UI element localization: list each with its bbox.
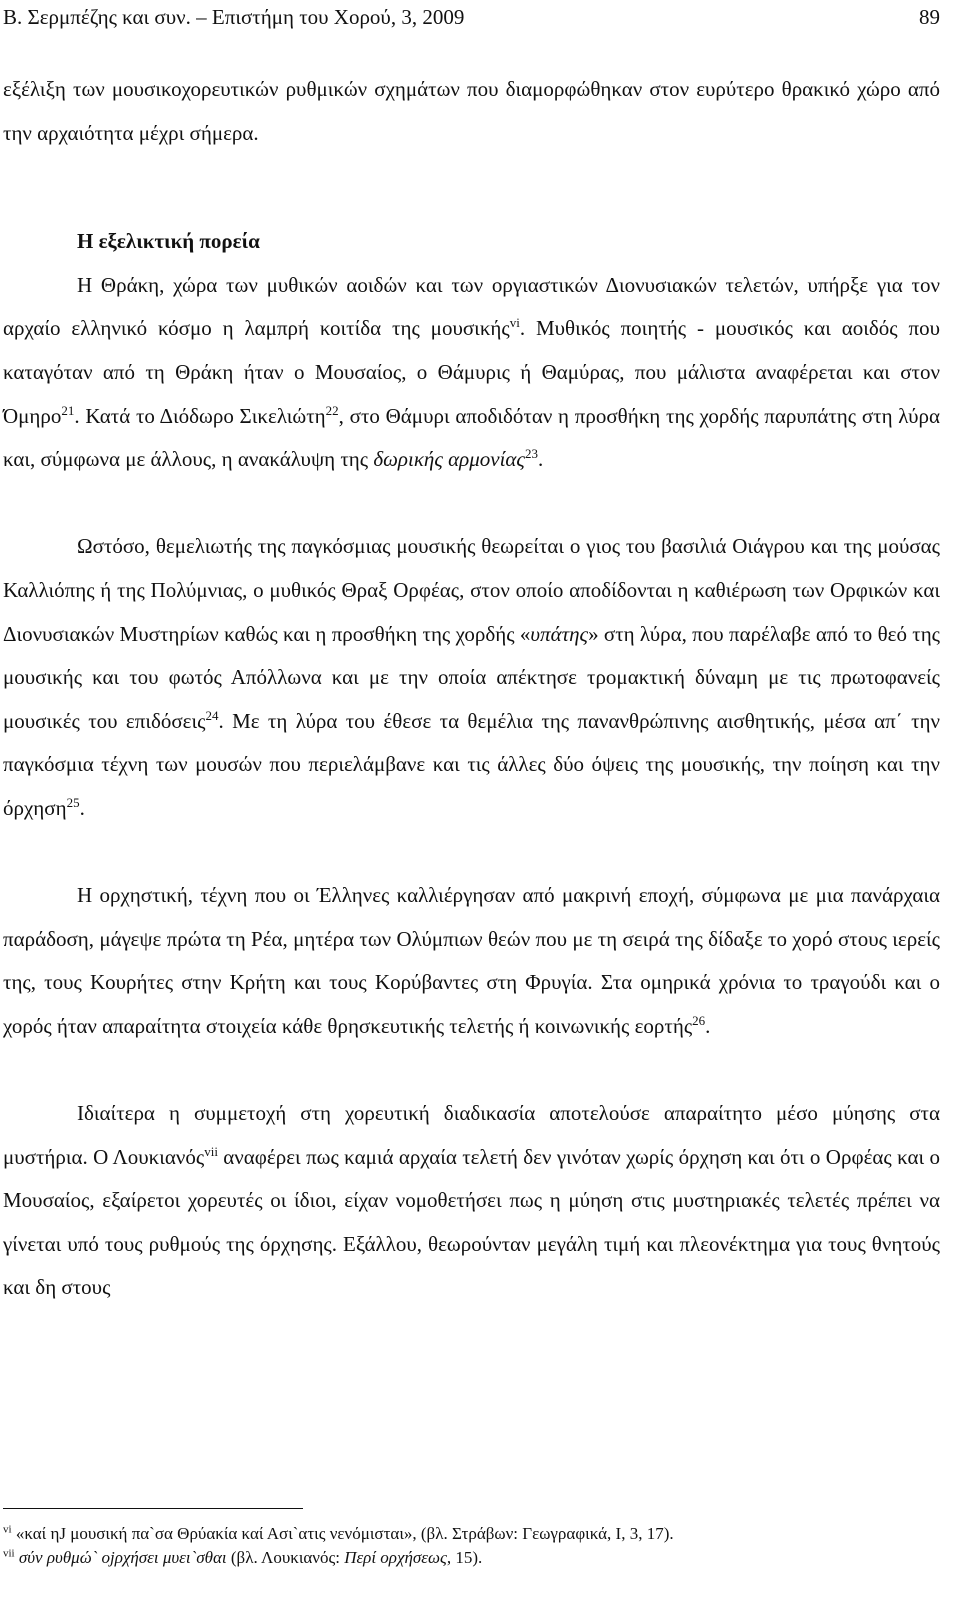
- paragraph-thrace: [3, 264, 940, 482]
- footnote-text: «καί ηJ μουσική πα`σα Θρύακία καί Ασι`ατις νενόμισται», (βλ. Στράβων: Γεωγραφικά, Ι, 3, 17).: [11, 1524, 674, 1543]
- running-title: Β. Σερμπέζης και συν. – Επιστήμη του Χορού, 3, 2009: [3, 5, 465, 29]
- text-run: » στη λύρα, που παρέλαβε από το θεό της μουσικής και του φωτός Απόλλωνα και με την οποία απέκτησε τρομακτική δύναμη με τις πρωτοφανείς μουσικές του επιδόσεις: [3, 621, 940, 733]
- footnote-separator: [3, 1508, 303, 1509]
- endnote-ref-vi: vi: [509, 315, 520, 331]
- footnote-work-title: Περί ορχήσεως: [344, 1548, 447, 1567]
- text-run: Η Θράκη, χώρα των μυθικών αοιδών και των οργιαστικών Διονυσιακών τελετών, υπήρξε για τον αρχαίο ελληνικό κόσμο η λαμπρή κοιτίδα της μουσικής: [3, 272, 940, 341]
- page-number: 89: [919, 5, 940, 29]
- text-run: . Μυθικός ποιητής - μουσικός και αοιδός που καταγόταν από τη Θράκη ήταν ο Μουσαίος, ο Θάμυρις ή Θαμύρας, που μάλιστα αναφέρεται και στον Όμηρο: [3, 316, 940, 428]
- text-run: αναφέρει πως καμιά αρχαία τελετή δεν γινόταν χωρίς όρχηση και ότι ο Ορφέας και ο Μουσαίος, εξαίρετοι χορευτές οι ίδιοι, είχαν νομοθετήσει πως η μύηση στις μυστηριακές τελετές πρέπει να γίνεται υπό τους ρυθμούς της όρχησης. Εξάλλου, θεωρούνταν μεγάλη τιμή και πλεονέκτημα για τους θνητούς και δη στους: [3, 1144, 940, 1300]
- text-run: . Με τη λύρα του έθεσε τα θεμέλια της πανανθρώπινης αισθητικής, μέσα απ΄ την παγκόσμια τέχνη των μουσών που περιελάμβανε και τις άλλες δύο όψεις της μουσικής, την ποίηση και την όρχηση: [3, 708, 940, 820]
- section-heading: Η εξελικτική πορεία: [77, 229, 260, 254]
- text-run: Ιδιαίτερα η συμμετοχή στη χορευτική διαδικασία αποτελούσε απαραίτητο μέσο μύησης στα μυστήρια. Ο Λουκιανός: [3, 1101, 940, 1169]
- footnote-mark: vi: [3, 1523, 12, 1536]
- paragraph-orchestics: [3, 874, 940, 1048]
- citation-ref-24: 24: [205, 707, 219, 723]
- footnote-vii: [3, 1546, 940, 1570]
- footnote-text: , 15).: [446, 1548, 483, 1567]
- footnote-text: (βλ. Λουκιανός:: [226, 1548, 345, 1567]
- footnote-mark: vii: [3, 1547, 15, 1560]
- text-run: , στο Θάμυρι αποδιδόταν η προσθήκη της χορδής παρυπάτης στη λύρα και, σύμφωνα με άλλους, η ανακάλυψη της: [3, 403, 940, 472]
- page-header: [3, 2, 940, 32]
- emphasis: δωρικής αρμονίας: [373, 447, 525, 472]
- footnote-quote: σύν ρυθμώ` οjρχήσει μυει`σθαι: [14, 1548, 227, 1567]
- text-run: . Κατά το Διόδωρο Σικελιώτη: [74, 403, 326, 428]
- text-run: Ωστόσο, θεμελιωτής της παγκόσμιας μουσικής θεωρείται ο γιος του βασιλιά Οιάγρου και της μούσας Καλλιόπης ή της Πολύμνιας, ο μυθικός Θραξ Ορφέας, στον οποίο αποδίδονται η καθιέρωση των Ορφικών και Διονυσιακών Μυστηρίων καθώς και η προσθήκη της χορδής «: [3, 534, 940, 646]
- text-run: Η ορχηστική, τέχνη που οι Έλληνες καλλιέργησαν από μακρινή εποχή, σύμφωνα με μια πανάρχαια παράδοση, μάγεψε πρώτα τη Ρέα, μητέρα των Ολύμπιων θεών που με τη σειρά της δίδαξε το χορό στους ιερείς της, τους Κουρήτες στην Κρήτη και τους Κορύβαντες στη Φρυγία. Στα ομηρικά χρόνια το τραγούδι και ο χορός ήταν απαραίτητα στοιχεία κάθε θρησκευτικής τελετής ή κοινωνικής εορτής: [3, 883, 940, 1038]
- text-run: .: [79, 795, 85, 820]
- paragraph-continuation: εξέλιξη των μουσικοχορευτικών ρυθμικών σχημάτων που διαμορφώθηκαν στον ευρύτερο θρακικό χώρο από την αρχαιότητα μέχρι σήμερα.: [3, 77, 940, 145]
- emphasis: υπάτης: [530, 621, 589, 646]
- text-run: .: [705, 1013, 711, 1038]
- citation-ref-21: 21: [61, 402, 75, 418]
- endnote-ref-vii: vii: [204, 1143, 218, 1159]
- citation-ref-26: 26: [692, 1012, 706, 1028]
- citation-ref-23: 23: [524, 446, 538, 462]
- footnote-vi: [3, 1522, 940, 1546]
- text-run: .: [537, 447, 544, 472]
- citation-ref-25: 25: [66, 794, 80, 810]
- paragraph-mysteries: [3, 1092, 940, 1310]
- footnotes: [3, 1522, 940, 1570]
- paragraph-orpheus: [3, 525, 940, 830]
- citation-ref-22: 22: [325, 402, 339, 418]
- article-body: [3, 68, 940, 1310]
